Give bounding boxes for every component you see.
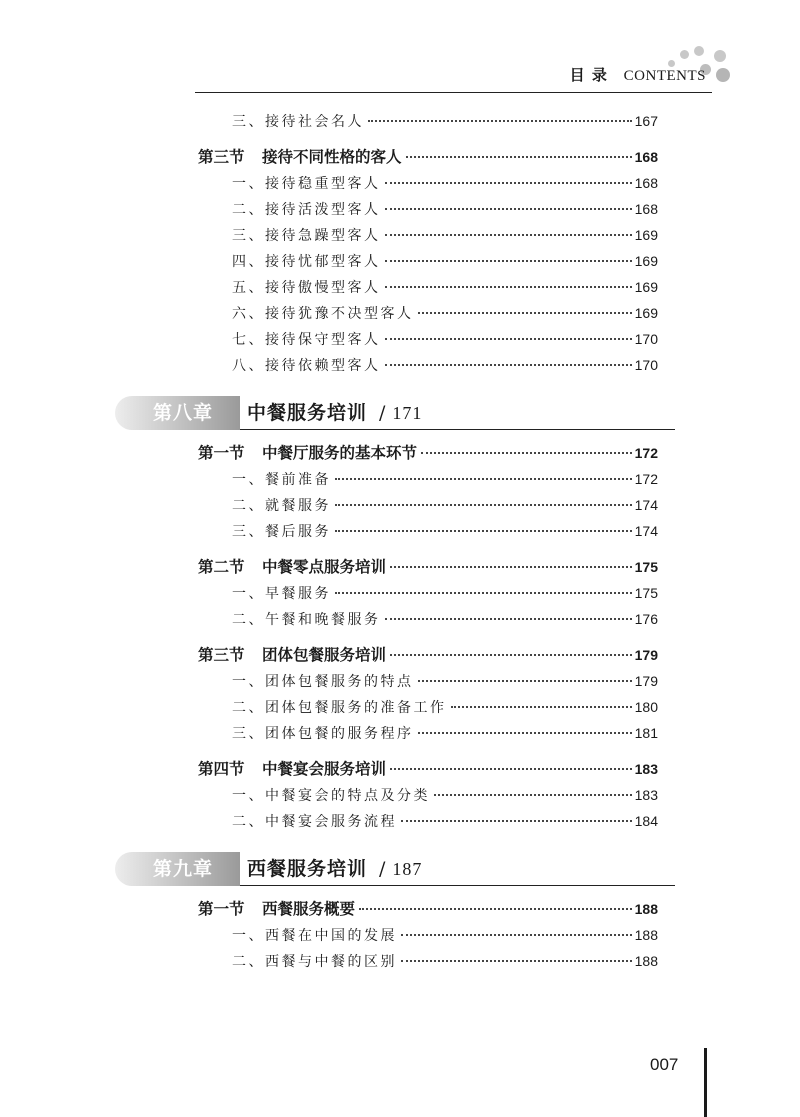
section-title: 中餐零点服务培训 — [262, 557, 387, 576]
header-contents: CONTENTS — [623, 68, 706, 84]
section-title: 中餐宴会服务培训 — [262, 759, 387, 778]
item-title: 二、接待活泼型客人 — [232, 202, 381, 218]
section-number: 第四节 — [198, 759, 245, 778]
item-page: 175 — [634, 585, 658, 601]
item-title: 六、接待犹豫不决型客人 — [232, 306, 414, 322]
dot-leader — [359, 908, 632, 910]
toc-item-row[interactable] — [232, 222, 658, 248]
toc-section-row[interactable] — [198, 642, 658, 668]
item-title: 二、中餐宴会服务流程 — [232, 814, 397, 830]
section-title: 团体包餐服务培训 — [262, 645, 387, 664]
section-title: 西餐服务概要 — [262, 899, 356, 918]
item-page: 179 — [634, 673, 658, 689]
toc-section-row[interactable] — [198, 896, 658, 922]
section-number: 第一节 — [198, 899, 245, 918]
dot-leader — [385, 182, 632, 184]
toc-item-row[interactable] — [232, 352, 658, 378]
item-page: 170 — [634, 357, 658, 373]
section-number: 第三节 — [198, 147, 245, 166]
section-page: 175 — [634, 559, 658, 575]
dot-leader — [385, 338, 632, 340]
item-title: 一、中餐宴会的特点及分类 — [232, 788, 430, 804]
dot-leader — [385, 364, 632, 366]
item-page: 169 — [634, 305, 658, 321]
section-label — [198, 642, 386, 668]
section-number: 第二节 — [198, 557, 245, 576]
toc-item-row[interactable] — [232, 300, 658, 326]
dot-leader — [390, 768, 632, 770]
item-page: 169 — [634, 279, 658, 295]
toc-item-row[interactable] — [232, 248, 658, 274]
toc-item-row[interactable] — [232, 668, 658, 694]
dot-leader — [368, 120, 632, 122]
toc-item-row[interactable] — [232, 694, 658, 720]
toc-section-row[interactable] — [198, 440, 658, 466]
chapter-page: 171 — [392, 403, 423, 423]
dot-leader — [385, 208, 632, 210]
item-title: 二、午餐和晚餐服务 — [232, 612, 381, 628]
table-of-contents — [0, 108, 800, 974]
toc-item-row[interactable] — [232, 720, 658, 746]
section-page: 183 — [634, 761, 658, 777]
page-header — [570, 64, 706, 85]
toc-item-row[interactable] — [232, 782, 658, 808]
item-title: 二、就餐服务 — [232, 498, 331, 514]
toc-item-row[interactable] — [232, 518, 658, 544]
toc-item-row[interactable] — [232, 466, 658, 492]
dot-leader — [434, 794, 632, 796]
page-number-bar — [704, 1048, 707, 1117]
item-title: 一、西餐在中国的发展 — [232, 928, 397, 944]
dot-leader — [401, 934, 632, 936]
item-title: 三、接待急躁型客人 — [232, 228, 381, 244]
item-page: 181 — [634, 725, 658, 741]
dot-leader — [335, 478, 632, 480]
section-page: 179 — [634, 647, 658, 663]
dot-leader — [385, 234, 632, 236]
chapter-separator: / — [379, 858, 387, 880]
header-mulu: 目 录 — [569, 66, 608, 84]
item-title: 三、团体包餐的服务程序 — [232, 726, 414, 742]
dot-leader — [421, 452, 632, 454]
item-title: 八、接待依赖型客人 — [232, 358, 381, 374]
dot-leader — [335, 504, 632, 506]
chapter-title-group — [247, 396, 422, 430]
chapter-page: 187 — [392, 859, 423, 879]
item-page: 167 — [634, 113, 658, 129]
dot-leader — [418, 732, 632, 734]
dot-leader — [406, 156, 632, 158]
toc-item-row[interactable] — [232, 196, 658, 222]
chapter-title-group — [247, 852, 422, 886]
item-page: 172 — [634, 471, 658, 487]
chapter-rule — [240, 885, 675, 886]
item-title: 五、接待傲慢型客人 — [232, 280, 381, 296]
item-title: 三、餐后服务 — [232, 524, 331, 540]
item-title: 一、团体包餐服务的特点 — [232, 674, 414, 690]
chapter-heading[interactable] — [115, 852, 675, 886]
item-title: 七、接待保守型客人 — [232, 332, 381, 348]
section-page: 168 — [634, 149, 658, 165]
dot-leader — [385, 260, 632, 262]
dot-leader — [418, 680, 632, 682]
section-page: 188 — [634, 901, 658, 917]
item-page: 174 — [634, 523, 658, 539]
item-title: 二、西餐与中餐的区别 — [232, 954, 397, 970]
chapter-title: 中餐服务培训 — [247, 402, 368, 424]
toc-item-row[interactable] — [232, 922, 658, 948]
item-page: 184 — [634, 813, 658, 829]
dot-leader — [385, 618, 632, 620]
section-label — [198, 144, 402, 170]
chapter-title: 西餐服务培训 — [247, 858, 368, 880]
toc-item-row[interactable] — [232, 948, 658, 974]
dot-leader — [401, 960, 632, 962]
item-page: 188 — [634, 927, 658, 943]
page-number: 007 — [650, 1055, 679, 1074]
dot-leader — [390, 566, 632, 568]
item-page: 174 — [634, 497, 658, 513]
chapter-number: 第九章 — [153, 858, 214, 880]
toc-item-row[interactable] — [232, 326, 658, 352]
toc-item-row[interactable] — [232, 606, 658, 632]
item-page: 170 — [634, 331, 658, 347]
item-title: 四、接待忧郁型客人 — [232, 254, 381, 270]
item-title: 一、餐前准备 — [232, 472, 331, 488]
item-page: 176 — [634, 611, 658, 627]
item-page: 168 — [634, 175, 658, 191]
section-label — [198, 896, 355, 922]
dot-leader — [335, 592, 632, 594]
toc-item-row[interactable] — [232, 274, 658, 300]
section-number: 第三节 — [198, 645, 245, 664]
item-page: 183 — [634, 787, 658, 803]
toc-item-row[interactable] — [232, 492, 658, 518]
section-label — [198, 440, 417, 466]
dot-leader — [401, 820, 632, 822]
section-title: 中餐厅服务的基本环节 — [262, 443, 418, 462]
toc-section-row[interactable] — [198, 144, 658, 170]
item-page: 169 — [634, 227, 658, 243]
item-page: 188 — [634, 953, 658, 969]
toc-item-row[interactable] — [232, 808, 658, 834]
item-page: 168 — [634, 201, 658, 217]
header-rule — [195, 92, 712, 93]
item-title: 一、早餐服务 — [232, 586, 331, 602]
dot-leader — [385, 286, 632, 288]
chapter-rule — [240, 429, 675, 430]
item-title: 二、团体包餐服务的准备工作 — [232, 700, 447, 716]
item-page: 169 — [634, 253, 658, 269]
section-label — [198, 554, 386, 580]
item-title: 三、接待社会名人 — [232, 114, 364, 130]
toc-item-row[interactable] — [232, 170, 658, 196]
dot-leader — [390, 654, 632, 656]
chapter-separator: / — [379, 402, 387, 424]
toc-item-row[interactable] — [232, 108, 658, 134]
section-number: 第一节 — [198, 443, 245, 462]
dot-leader — [418, 312, 632, 314]
item-page: 180 — [634, 699, 658, 715]
toc-section-row[interactable] — [198, 756, 658, 782]
chapter-number: 第八章 — [153, 402, 214, 424]
section-page: 172 — [634, 445, 658, 461]
item-title: 一、接待稳重型客人 — [232, 176, 381, 192]
dot-leader — [451, 706, 632, 708]
section-title: 接待不同性格的客人 — [262, 147, 402, 166]
chapter-heading[interactable] — [115, 396, 675, 430]
section-label — [198, 756, 386, 782]
toc-item-row[interactable] — [232, 580, 658, 606]
dot-leader — [335, 530, 632, 532]
toc-section-row[interactable] — [198, 554, 658, 580]
